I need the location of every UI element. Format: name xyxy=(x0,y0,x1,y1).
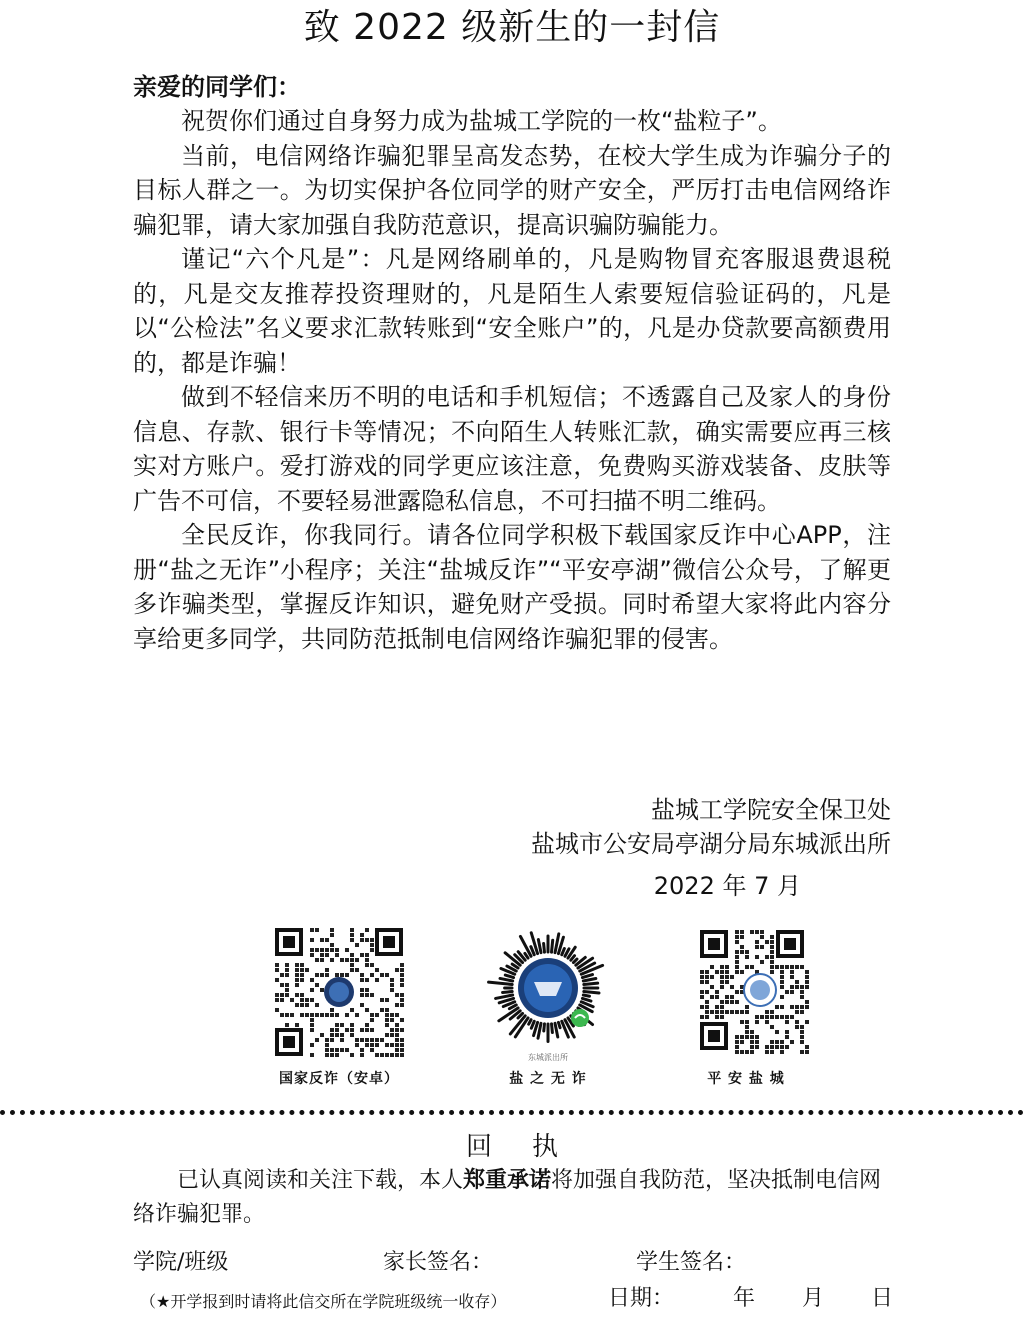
qr-caption-2: 盐 之 无 诈 xyxy=(509,1071,587,1087)
qr-block-pingan-yancheng xyxy=(661,926,831,1088)
signoff-org-1: 盐城工学院安全保卫处 xyxy=(651,796,891,824)
field-student-signature: 学生签名： xyxy=(636,1250,747,1275)
qr-code-graphic-3 xyxy=(680,926,812,1058)
receipt-statement xyxy=(133,1164,891,1232)
cut-line-divider xyxy=(0,1110,1024,1115)
paragraph-3: 谨记“六个凡是”：凡是网络刷单的，凡是购物冒充客服退费退税的，凡是交友推荐投资理财的，凡是陌生人索要短信验证码的，凡是以“公检法”名义要求汇款转账到“安全账户”的，凡是办贷款要高额费用的，都是诈骗！ xyxy=(133,245,891,377)
date-label: 日期： xyxy=(608,1286,675,1311)
paragraph-5: 全民反诈，你我同行。请各位同学积极下载国家反诈中心APP，注册“盐之无诈”小程序；关注“盐城反诈”“平安亭湖”微信公众号，了解更多诈骗类型，掌握反诈知识，避免财产受损。同时希望大家将此内容分享给更多同学，共同防范抵制电信网络诈骗犯罪的侵害。 xyxy=(133,521,891,653)
receipt-text-before: 已认真阅读和关注下载，本人 xyxy=(177,1168,464,1193)
letter-body xyxy=(133,104,891,656)
paragraph-4: 做到不轻信来历不明的电话和手机短信；不透露自己及家人的身份信息、存款、银行卡等情况；不向陌生人转账汇款，确实需要应再三核实对方账户。爱打游戏的同学更应该注意，免费购买游戏装备、皮肤等广告不可信，不要轻易泄露隐私信息，不可扫描不明二维码。 xyxy=(133,383,891,515)
mini-program-graphic xyxy=(482,926,614,1058)
salutation: 亲爱的同学们： xyxy=(133,73,301,101)
paragraph-1: 祝贺你们通过自身努力成为盐城工学院的一枚“盐粒子”。 xyxy=(181,107,782,135)
date-day: 日 xyxy=(871,1286,894,1311)
qr-caption-3: 平 安 盐 城 xyxy=(707,1071,785,1087)
paragraph-2: 当前，电信网络诈骗犯罪呈高发态势，在校大学生成为诈骗分子的目标人群之一。为切实保护各位同学的财产安全，严厉打击电信网络诈骗犯罪，请大家加强自我防范意识，提高识骗防骗能力。 xyxy=(133,141,891,239)
receipt-text-after: 将加强自我防范，坚决抵制电信网络诈骗犯罪。 xyxy=(133,1168,882,1227)
qr-block-fanzha-app xyxy=(254,926,424,1088)
mini-program-code-icon[interactable] xyxy=(482,926,614,1062)
letter-title: 致 2022 级新生的一封信 xyxy=(303,7,721,48)
qr-caption-1: 国家反诈（安卓） xyxy=(279,1071,399,1087)
receipt-text-bold: 郑重承诺 xyxy=(463,1168,552,1193)
qr-code-graphic-1 xyxy=(273,926,405,1058)
field-parent-signature: 家长签名： xyxy=(383,1250,494,1275)
receipt-title: 回执 xyxy=(465,1132,598,1162)
signoff-org-2: 盐城市公安局亭湖分局东城派出所 xyxy=(531,830,891,858)
date-row xyxy=(608,1284,893,1314)
qr-block-mini-program xyxy=(463,926,633,1088)
date-year: 年 xyxy=(733,1286,756,1311)
signoff-date: 2022 年 7 月 xyxy=(653,872,801,900)
mini-program-sub-label: 东城派出所 xyxy=(528,1053,568,1062)
date-month: 月 xyxy=(802,1286,825,1311)
submission-note: （★开学报到时请将此信交所在学院班级统一收存） xyxy=(140,1292,507,1311)
qr-code-icon[interactable] xyxy=(680,926,812,1058)
qr-code-icon[interactable] xyxy=(273,926,405,1058)
field-college-class: 学院/班级 xyxy=(133,1250,229,1275)
